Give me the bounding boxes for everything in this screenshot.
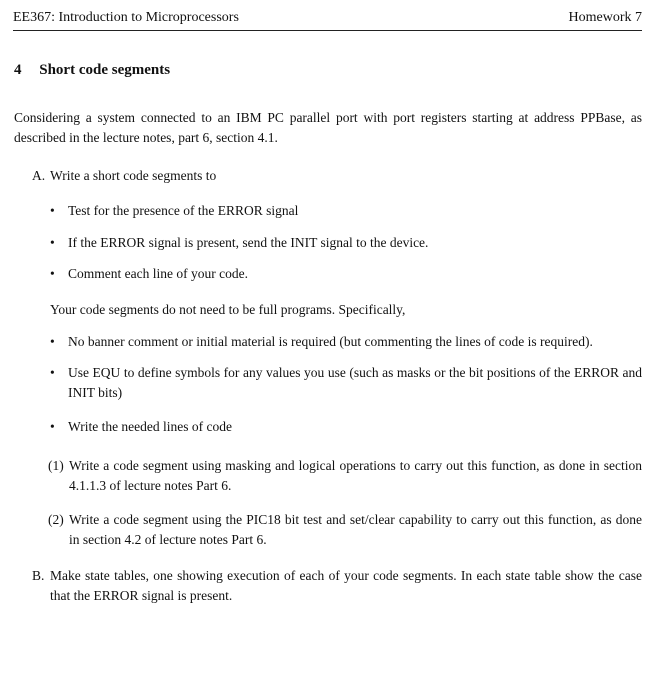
- sub-item-label: (1): [48, 458, 64, 473]
- list-item-text: Use EQU to define symbols for any values you use (such as masks or the bit positions of the ERROR and INIT bits): [68, 365, 642, 400]
- section-heading: [14, 62, 170, 79]
- list-item: [50, 332, 642, 352]
- part-a-text: Write a short code segments to: [50, 168, 217, 183]
- section-title: Short code segments: [39, 62, 171, 78]
- bullet-icon: •: [50, 203, 55, 218]
- course-title: EE367: Introduction to Microprocessors: [13, 10, 239, 25]
- part-b-label: B.: [32, 568, 45, 583]
- part-b: [32, 566, 642, 606]
- part-a-label: A.: [32, 168, 46, 183]
- list-item: [50, 233, 642, 253]
- bullet-icon: •: [50, 266, 55, 281]
- list-item-text: If the ERROR signal is present, send the INIT signal to the device.: [68, 235, 429, 250]
- requirements-note: Your code segments do not need to be full programs. Specifically,: [50, 302, 406, 317]
- part-a: [32, 166, 642, 186]
- bullet-icon: •: [50, 419, 55, 434]
- list-item: [50, 417, 642, 437]
- sub-item: [48, 456, 642, 496]
- list-item-text: Comment each line of your code.: [68, 266, 248, 281]
- bullet-icon: •: [50, 334, 55, 349]
- sub-item: [48, 510, 642, 550]
- section-number: 4: [14, 62, 22, 78]
- sub-item-text: Write a code segment using masking and logical operations to carry out this function, as done in section 4.1.1.3 of lecture notes Part 6.: [69, 458, 642, 493]
- list-item: [50, 264, 642, 284]
- sub-item-text: Write a code segment using the PIC18 bit test and set/clear capability to carry out this function, as done in section 4.2 of lecture notes Part 6.: [69, 512, 642, 547]
- list-item: [50, 363, 642, 403]
- intro-paragraph: Considering a system connected to an IBM PC parallel port with port registers starting at address PPBase, as described in the lecture notes, part 6, section 4.1.: [14, 110, 642, 145]
- assignment-label: Homework 7: [568, 10, 642, 25]
- bullet-icon: •: [50, 235, 55, 250]
- list-item-text: No banner comment or initial material is required (but commenting the lines of code is required).: [68, 334, 593, 349]
- part-b-text: Make state tables, one showing execution of each of your code segments. In each state table show the case that the ERROR signal is present.: [50, 568, 642, 603]
- list-item: [50, 201, 642, 221]
- header-rule: [13, 30, 642, 31]
- sub-item-label: (2): [48, 512, 64, 527]
- list-item-text: Write the needed lines of code: [68, 419, 233, 434]
- list-item-text: Test for the presence of the ERROR signal: [68, 203, 299, 218]
- page-header: [13, 10, 642, 26]
- bullet-icon: •: [50, 365, 55, 380]
